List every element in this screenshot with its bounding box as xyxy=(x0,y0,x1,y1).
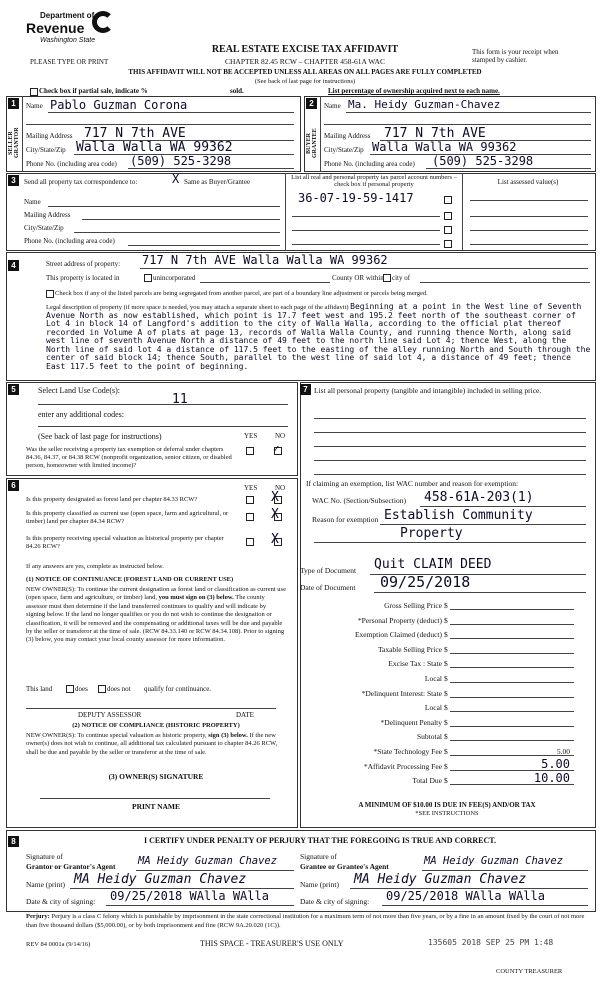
notice1-b: you must sign on (3) below. xyxy=(158,594,234,602)
grantor-sig-label: Grantor or Grantor's Agent xyxy=(26,862,116,871)
segregated-checkbox[interactable] xyxy=(46,290,54,298)
buyer-phone-label: Phone No. (including area code) xyxy=(324,160,415,168)
if-yes-note: If any answers are yes, complete as instructed below. xyxy=(26,563,164,570)
assessed-header: List assessed value(s) xyxy=(497,178,559,186)
section-number: 4 xyxy=(8,260,19,271)
buyer-mail-label: Mailing Address xyxy=(324,132,371,140)
buyer-mail[interactable]: 717 N 7th AVE xyxy=(384,126,486,141)
fee-label: Taxable Selling Price xyxy=(377,644,442,654)
current-use-yes-checkbox[interactable] xyxy=(246,513,254,521)
personal-property-label: List all personal property (tangible and intangible) included in selling price. xyxy=(314,386,542,395)
fee-label: *Personal Property (deduct) xyxy=(357,615,442,625)
certify-statement: I CERTIFY UNDER PENALTY OF PERJURY THAT THE FOREGOING IS TRUE AND CORRECT. xyxy=(143,836,496,845)
seller-phone-label: Phone No. (including area code) xyxy=(26,160,117,168)
legal-label: Legal description of property (if more space is needed, you may attach a separate sheet to each page of the affidavit) xyxy=(46,304,349,311)
personal-property-checkbox[interactable] xyxy=(444,196,452,204)
notice2-text xyxy=(26,732,286,757)
sec3-phone-label: Phone No. (including area code) xyxy=(24,237,115,245)
send-label: Send all property tax correspondence to: xyxy=(24,178,138,186)
legal-text[interactable]: Beginning at a point in the West line of Seventh Avenue North as now established, which point is 17.7 feet west and 195.2 feet north of the southeast corner of Lot 4 in block 14 of Langford's addition to the city of Walla Walla, according to the official plat thereof recorded in Volume A of plats at page 13, records of Walla Walla County, and running thence North, along said west line of seventh Avenue North a distance of 49 feet to the north line said Lot 4; thence West, along the North line of said lot 4 a distance of 117.5 feet to the easting of the alley running North and South through the center of said block 14; thence South, parallel to the west line of said lot 4, a distance of 49 feet; thence East 117.5 feet to the point of beginning. xyxy=(46,302,591,371)
section-number: 7 xyxy=(300,384,311,395)
unincorporated-label: unincorporated xyxy=(153,274,196,282)
fee-line xyxy=(450,609,574,610)
fee-value[interactable]: 5.00 xyxy=(556,747,570,756)
doc-date[interactable]: 09/25/2018 xyxy=(380,573,471,591)
doc-type-label: Type of Document xyxy=(300,566,357,575)
fee-label: Total Due xyxy=(412,776,442,786)
county-label: County OR within xyxy=(332,274,384,282)
fee-label: Local xyxy=(424,674,442,683)
notice2-title: (2) NOTICE OF COMPLIANCE (HISTORIC PROPERTY) xyxy=(72,722,240,729)
dept-line1: Department of xyxy=(40,11,95,20)
yes-header: YES xyxy=(244,432,258,440)
deputy-label: DEPUTY ASSESSOR xyxy=(78,711,142,719)
unincorporated-checkbox[interactable] xyxy=(144,274,152,282)
current-use-question: Is this property classified as current use (open space, farm and agricultural, or timber) land per chapter 84.34 RCW? xyxy=(26,510,229,525)
date-city-right[interactable]: 09/25/2018 WAlla WAlla xyxy=(386,889,545,903)
fee-dollar-sign: $ xyxy=(444,644,448,654)
form-title: REAL ESTATE EXCISE TAX AFFIDAVIT xyxy=(211,44,399,55)
print-name-label: PRINT NAME xyxy=(132,802,180,811)
personal-property-checkbox[interactable] xyxy=(444,212,452,220)
checkmark-icon: ✓ xyxy=(273,442,280,455)
see-back: (See back of last page for instructions) xyxy=(254,78,356,85)
seller-phone[interactable]: (509) 525-3298 xyxy=(130,154,232,168)
fee-dollar-sign: $ xyxy=(444,630,448,640)
fee-line xyxy=(450,697,574,698)
reason-line1[interactable]: Establish Community xyxy=(384,508,533,523)
sold-label: sold. xyxy=(230,87,244,95)
grantee-sig-label: Grantee or Grantee's Agent xyxy=(300,862,389,871)
fee-dollar-sign: $ xyxy=(444,761,448,771)
date-city-label-left: Date & city of signing: xyxy=(26,897,96,906)
additional-codes-label: enter any additional codes: xyxy=(38,410,124,419)
perjury-text: Perjury is a class C felony which is punishable by imprisonment in the state correctional institution for a maximum term of not more than five years, or by a fine in an amount fixed by the court of not more than five thousand dollars ($5,000.00), or by both imprisonment and fine (RCW 9A.20.020 (1C)). xyxy=(26,913,585,929)
does-label: does xyxy=(75,685,88,693)
legal-description[interactable] xyxy=(46,303,592,371)
fee-line xyxy=(450,653,574,654)
notice2-b: sign (3) below. xyxy=(208,732,248,739)
notice1-c: The county assessor must then determine if the land transferred continues to qualify and will indicate by signing below. If the land no longer qualifies or you do not wish to continue the designation or classification, it will be removed and the compensating or additional taxes will be due and payable by the seller or transferor at the time of sale. (RCW 84.33.140 or RCW 84.34.108). Prior to signing (3) below, you may contact your local county assessor for more information. xyxy=(26,594,285,644)
perjury-label: Perjury: xyxy=(26,913,50,920)
partial-sale-checkbox[interactable] xyxy=(30,88,38,96)
x-mark-icon: X xyxy=(271,490,279,505)
fee-label: *Delinquent Penalty xyxy=(380,717,442,727)
dept-line3: Washington State xyxy=(40,37,96,44)
fee-line xyxy=(450,638,574,639)
fee-label: Subtotal xyxy=(416,732,442,742)
section-number: 5 xyxy=(8,384,19,395)
revision-label: REV 84 0001a (9/14/16) xyxy=(26,941,91,948)
city-of-label: city of xyxy=(392,274,411,282)
seller-mail[interactable]: 717 N 7th AVE xyxy=(84,126,186,141)
fee-dollar-sign: $ xyxy=(444,776,448,786)
fee-label: Exemption Claimed (deduct) xyxy=(354,630,442,640)
street-address[interactable]: 717 N 7th AVE Walla Walla WA 99362 xyxy=(142,253,388,267)
section-number: 3 xyxy=(8,175,19,186)
fee-line xyxy=(450,740,574,741)
wac-number[interactable]: 458-61A-203(1) xyxy=(424,490,534,505)
deputy-date-label: DATE xyxy=(236,711,254,719)
warning: THIS AFFIDAVIT WILL NOT BE ACCEPTED UNLESS ALL AREAS ON ALL PAGES ARE FULLY COMPLETED xyxy=(128,68,482,76)
sec3-city-label: City/State/Zip xyxy=(24,224,64,232)
buyer-city[interactable]: Walla Walla WA 99362 xyxy=(372,140,517,154)
fee-line xyxy=(450,726,574,727)
seller-city-label: City/State/Zip xyxy=(26,146,66,154)
section-number: 1 xyxy=(8,98,19,109)
notice2-a: NEW OWNER(S): To continue special valuation as historic property, xyxy=(26,732,207,739)
see-instructions: *SEE INSTRUCTIONS xyxy=(415,810,479,817)
historic-question: Is this property receiving special valuation as historical property per chapter 84.26 RCW? xyxy=(26,535,224,550)
land-use-code[interactable]: 11 xyxy=(172,392,188,407)
fee-dollar-sign: $ xyxy=(444,674,448,683)
personal-property-checkbox[interactable] xyxy=(444,226,452,234)
does-checkbox[interactable] xyxy=(66,685,74,693)
fee-line xyxy=(450,624,574,625)
partial-sale-label: Check box if partial sale, indicate % xyxy=(39,87,148,95)
buyer-side-label: BUYER GRANTEE xyxy=(306,128,318,158)
same-as-buyer-checkbox[interactable]: X xyxy=(172,172,180,186)
date-city-label-right: Date & city of signing: xyxy=(300,897,370,906)
fee-dollar-sign: $ xyxy=(444,615,448,625)
name-print-right[interactable]: MA Heidy Guzman Chavez xyxy=(354,872,527,887)
notice1-text xyxy=(26,586,286,645)
treasurer-space: THIS SPACE - TREASURER'S USE ONLY xyxy=(200,939,344,948)
notice2-c: If the new owner(s) does not wish to continue, all additional tax calculated pursuant to chapter 84.26 RCW, shall be due and payable by the seller or transferor at the time of sale. xyxy=(26,732,278,756)
fee-label: Excise Tax : State xyxy=(388,659,442,669)
fee-label: Gross Selling Price xyxy=(384,601,442,610)
city-checkbox[interactable] xyxy=(383,274,391,282)
same-as-buyer-label: Same as Buyer/Grantee xyxy=(184,178,251,186)
fee-value[interactable]: 10.00 xyxy=(533,771,570,786)
this-land-label: This land xyxy=(26,685,53,693)
fee-dollar-sign: $ xyxy=(444,747,448,756)
buyer-phone[interactable]: (509) 525-3298 xyxy=(432,154,534,168)
street-label: Street address of property: xyxy=(46,260,121,268)
forest-yes-checkbox[interactable] xyxy=(246,496,254,504)
sec3-name-label: Name xyxy=(24,198,41,206)
fee-value[interactable]: 5.00 xyxy=(541,756,570,771)
fee-line xyxy=(450,667,574,668)
parcel-header: List all real and personal property tax parcel account numbers – check box if personal property xyxy=(291,174,457,188)
reason-label: Reason for exemption xyxy=(312,515,379,524)
historic-yes-checkbox[interactable] xyxy=(246,538,254,546)
section-number: 8 xyxy=(8,836,19,847)
fee-label: *Delinquent Interest: State xyxy=(361,688,442,698)
doc-type[interactable]: Quit CLAIM DEED xyxy=(374,557,492,572)
receipt-note: This form is your receipt when stamped by cashier. xyxy=(472,48,559,64)
fee-label: *State Technology Fee xyxy=(373,747,442,756)
seller-mail-label: Mailing Address xyxy=(26,132,73,140)
date-city-left[interactable]: 09/25/2018 WAlla WAlla xyxy=(110,889,269,903)
sec5-see-back: (See back of last page for instructions) xyxy=(38,432,162,441)
dept-line2: Revenue xyxy=(26,20,85,36)
wac-label: WAC No. (Section/Subsection) xyxy=(312,496,406,505)
fee-dollar-sign: $ xyxy=(444,659,448,669)
exemption-question: Was the seller receiving a property tax exemption or deferral under chapters 84.36, 84.37, or 84.38 RCW (nonprofit organization, senior citizen, or disabled person, homeowner with limited income)? xyxy=(26,446,232,469)
grantee-sig-of: Signature of xyxy=(300,852,337,861)
segregated-label: Check box if any of the listed parcels are being segregated from another parcel, are part of a boundary line adjustment or parcels being merged. xyxy=(55,290,428,297)
sec3-mail-label: Mailing Address xyxy=(24,211,71,219)
buyer-city-label: City/State/Zip xyxy=(324,146,364,154)
name-print-label-left: Name (print) xyxy=(26,880,65,889)
qualify-label: qualify for continuance. xyxy=(144,685,212,693)
revenue-logo xyxy=(26,9,118,51)
name-print-label-right: Name (print) xyxy=(300,880,339,889)
fee-dollar-sign: $ xyxy=(444,717,448,727)
no-header: NO xyxy=(275,432,286,440)
no-header: NO xyxy=(275,484,286,492)
fee-dollar-sign: $ xyxy=(444,703,448,713)
fee-line xyxy=(450,682,574,683)
grantor-sig-of: Signature of xyxy=(26,852,63,861)
please-type: PLEASE TYPE OR PRINT xyxy=(30,58,109,66)
treasurer-stamp: 135605 2018 SEP 25 PM 1:48 xyxy=(428,938,554,947)
fee-dollar-sign: $ xyxy=(444,601,448,610)
claiming-exemption-label: If claiming an exemption, list WAC number and reason for exemption: xyxy=(306,479,519,488)
yes-header: YES xyxy=(244,484,258,492)
chapters: CHAPTER 82.45 RCW – CHAPTER 458-61A WAC xyxy=(225,57,385,66)
buyer-name-label: Name xyxy=(324,102,341,110)
seller-side-label: SELLER GRANTOR xyxy=(8,127,20,159)
perjury-note xyxy=(26,913,594,930)
grantor-signature[interactable]: MA Heidy Guzman Chavez xyxy=(138,855,278,867)
county-treasurer-label: COUNTY TREASURER xyxy=(496,968,563,975)
notice1-title: (1) NOTICE OF CONTINUANCE (FOREST LAND OR CURRENT USE) xyxy=(26,576,234,583)
fee-line xyxy=(450,711,574,712)
buyer-name[interactable]: Ma. Heidy Guzman-Chavez xyxy=(348,98,501,111)
fee-label: *Affidavit Processing Fee xyxy=(363,761,442,771)
doc-date-label: Date of Document xyxy=(300,583,356,592)
seller-city[interactable]: Walla Walla WA 99362 xyxy=(76,140,233,155)
x-mark-icon: X xyxy=(271,507,279,522)
land-use-label: Select Land Use Code(s): xyxy=(38,386,120,395)
owner-signature-label: (3) OWNER(S) SIGNATURE xyxy=(108,772,204,781)
located-label: This property is located in xyxy=(46,274,120,282)
list-pct-label: List percentage of ownership acquired next to each name. xyxy=(328,87,500,95)
seller-name-label: Name xyxy=(26,102,43,110)
section-number: 2 xyxy=(306,98,317,109)
fee-dollar-sign: $ xyxy=(444,688,448,698)
parcel-number[interactable]: 36-07-19-59-1417 xyxy=(298,191,414,205)
x-mark-icon: X xyxy=(271,532,279,547)
notice1-a: NEW OWNER(S): To continue the current designation as forest land or classification as current use (open space, farm and agriculture, or timber) land, xyxy=(26,586,286,602)
reason-line2[interactable]: Property xyxy=(400,526,463,541)
does-not-label: does not xyxy=(107,685,131,693)
does-not-checkbox[interactable] xyxy=(98,685,106,693)
minimum-note: A MINIMUM OF $10.00 IS DUE IN FEE(S) AND/OR TAX xyxy=(358,801,536,809)
forest-question: Is this property designated as forest land per chapter 84.33 RCW? xyxy=(26,496,198,503)
personal-property-checkbox[interactable] xyxy=(444,240,452,248)
logo-swirl-icon xyxy=(92,11,114,33)
fee-dollar-sign: $ xyxy=(444,732,448,742)
seller-name[interactable]: Pablo Guzman Corona xyxy=(50,98,188,112)
grantee-signature[interactable]: MA Heidy Guzman Chavez xyxy=(424,855,564,867)
name-print-left[interactable]: MA Heidy Guzman Chavez xyxy=(74,872,247,887)
fee-label: Local xyxy=(424,703,442,713)
section-number: 6 xyxy=(8,480,19,491)
exemption-yes-checkbox[interactable] xyxy=(246,447,254,455)
